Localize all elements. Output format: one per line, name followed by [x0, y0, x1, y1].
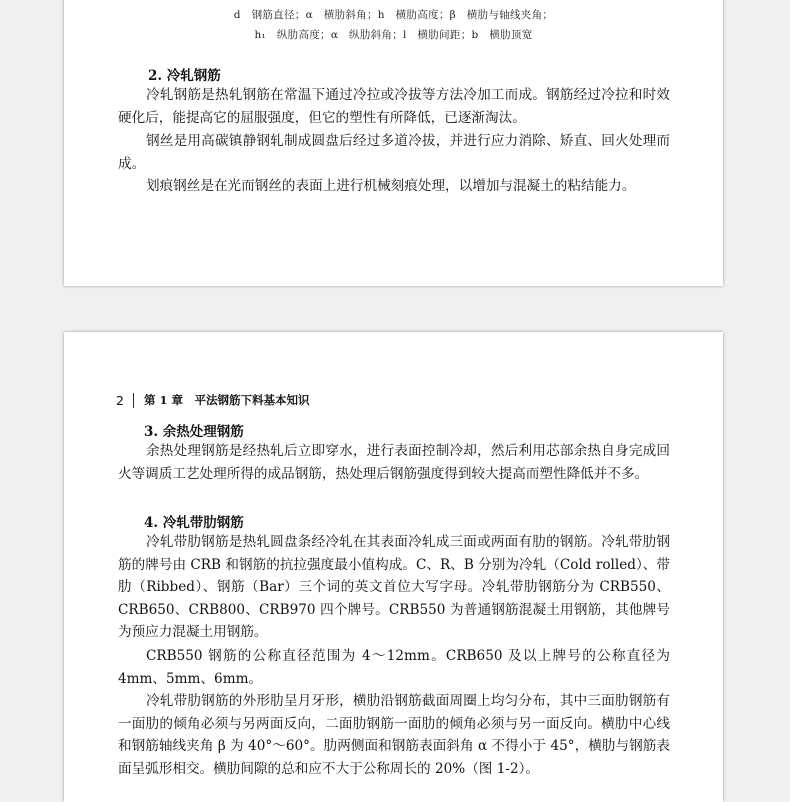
- page-top: [64, 0, 723, 286]
- header-divider: [133, 393, 134, 408]
- page-bottom: [64, 332, 723, 802]
- paragraph: 余热处理钢筋是经热轧后立即穿水，进行表面控制冷却，然后利用芯部余热自身完成回火等调质工艺处理所得的成品钢筋，热处理后钢筋强度得到较大提高而塑性降低并不多。: [118, 443, 670, 482]
- paragraph: 钢丝是用高碳镇静钢轧制成圆盘后经过多道冷拔，并进行应力消除、矫直、回火处理而成。: [118, 133, 670, 172]
- section-heading-residual-heat: 3. 余热处理钢筋: [144, 424, 244, 440]
- chapter-title: 第 1 章 平法钢筋下料基本知识: [143, 393, 310, 407]
- section-heading-cold-rolled: 2. 冷轧钢筋: [148, 68, 221, 84]
- paragraph: 冷轧带肋钢筋是热轧圆盘条经冷轧在其表面冷轧成三面或两面有肋的钢筋。冷轧带肋钢筋的牌号由 CRB 和钢筋的抗拉强度最小值构成。C、R、B 分别为冷轧（Cold rolled）、带肋（Ribbed）、钢筋（Bar）三个词的英文首位大写字母。冷轧带肋钢筋分为 CRB550、CRB650、CRB800、CRB970 四个牌号。CRB550 为普通钢筋混凝土用钢筋，其他牌号为预应力混凝土用钢筋。: [118, 534, 670, 641]
- paragraph: 冷轧钢筋是热轧钢筋在常温下通过冷拉或冷拔等方法冷加工而成。钢筋经过冷拉和时效硬化后，能提高它的屈服强度，但它的塑性有所降低，已逐渐淘汰。: [118, 87, 670, 126]
- section-heading-cold-rolled-ribbed: 4. 冷轧带肋钢筋: [144, 515, 244, 531]
- paragraph: 冷轧带肋钢筋的外形肋呈月牙形，横肋沿钢筋截面周圈上均匀分布，其中三面肋钢筋有一面肋的倾角必须与另两面反向，二面肋钢筋一面肋的倾角必须与另一面反向。横肋中心线和钢筋轴线夹角 β 为 40°～60°。肋两侧面和钢筋表面斜角 α 不得小于 45°，横肋与钢筋表面呈弧形相交。横肋间隙的总和应不大于公称周长的 20%（图 1-2）。: [118, 693, 670, 777]
- page-number: 2: [116, 392, 124, 408]
- figure-caption-line-2: h₁ 纵肋高度；α 纵肋斜角；l 横肋间距；b 横肋顶宽: [254, 29, 533, 41]
- running-header: [116, 392, 309, 408]
- paragraph: 划痕钢丝是在光而钢丝的表面上进行机械刻痕处理，以增加与混凝土的粘结能力。: [146, 178, 636, 194]
- paragraph: CRB550 钢筋的公称直径范围为 4～12mm。CRB650 及以上牌号的公称直径为 4mm、5mm、6mm。: [118, 648, 670, 687]
- figure-caption-line-1: d 钢筋直径；α 横肋斜角；h 横肋高度；β 横肋与轴线夹角；: [233, 9, 554, 21]
